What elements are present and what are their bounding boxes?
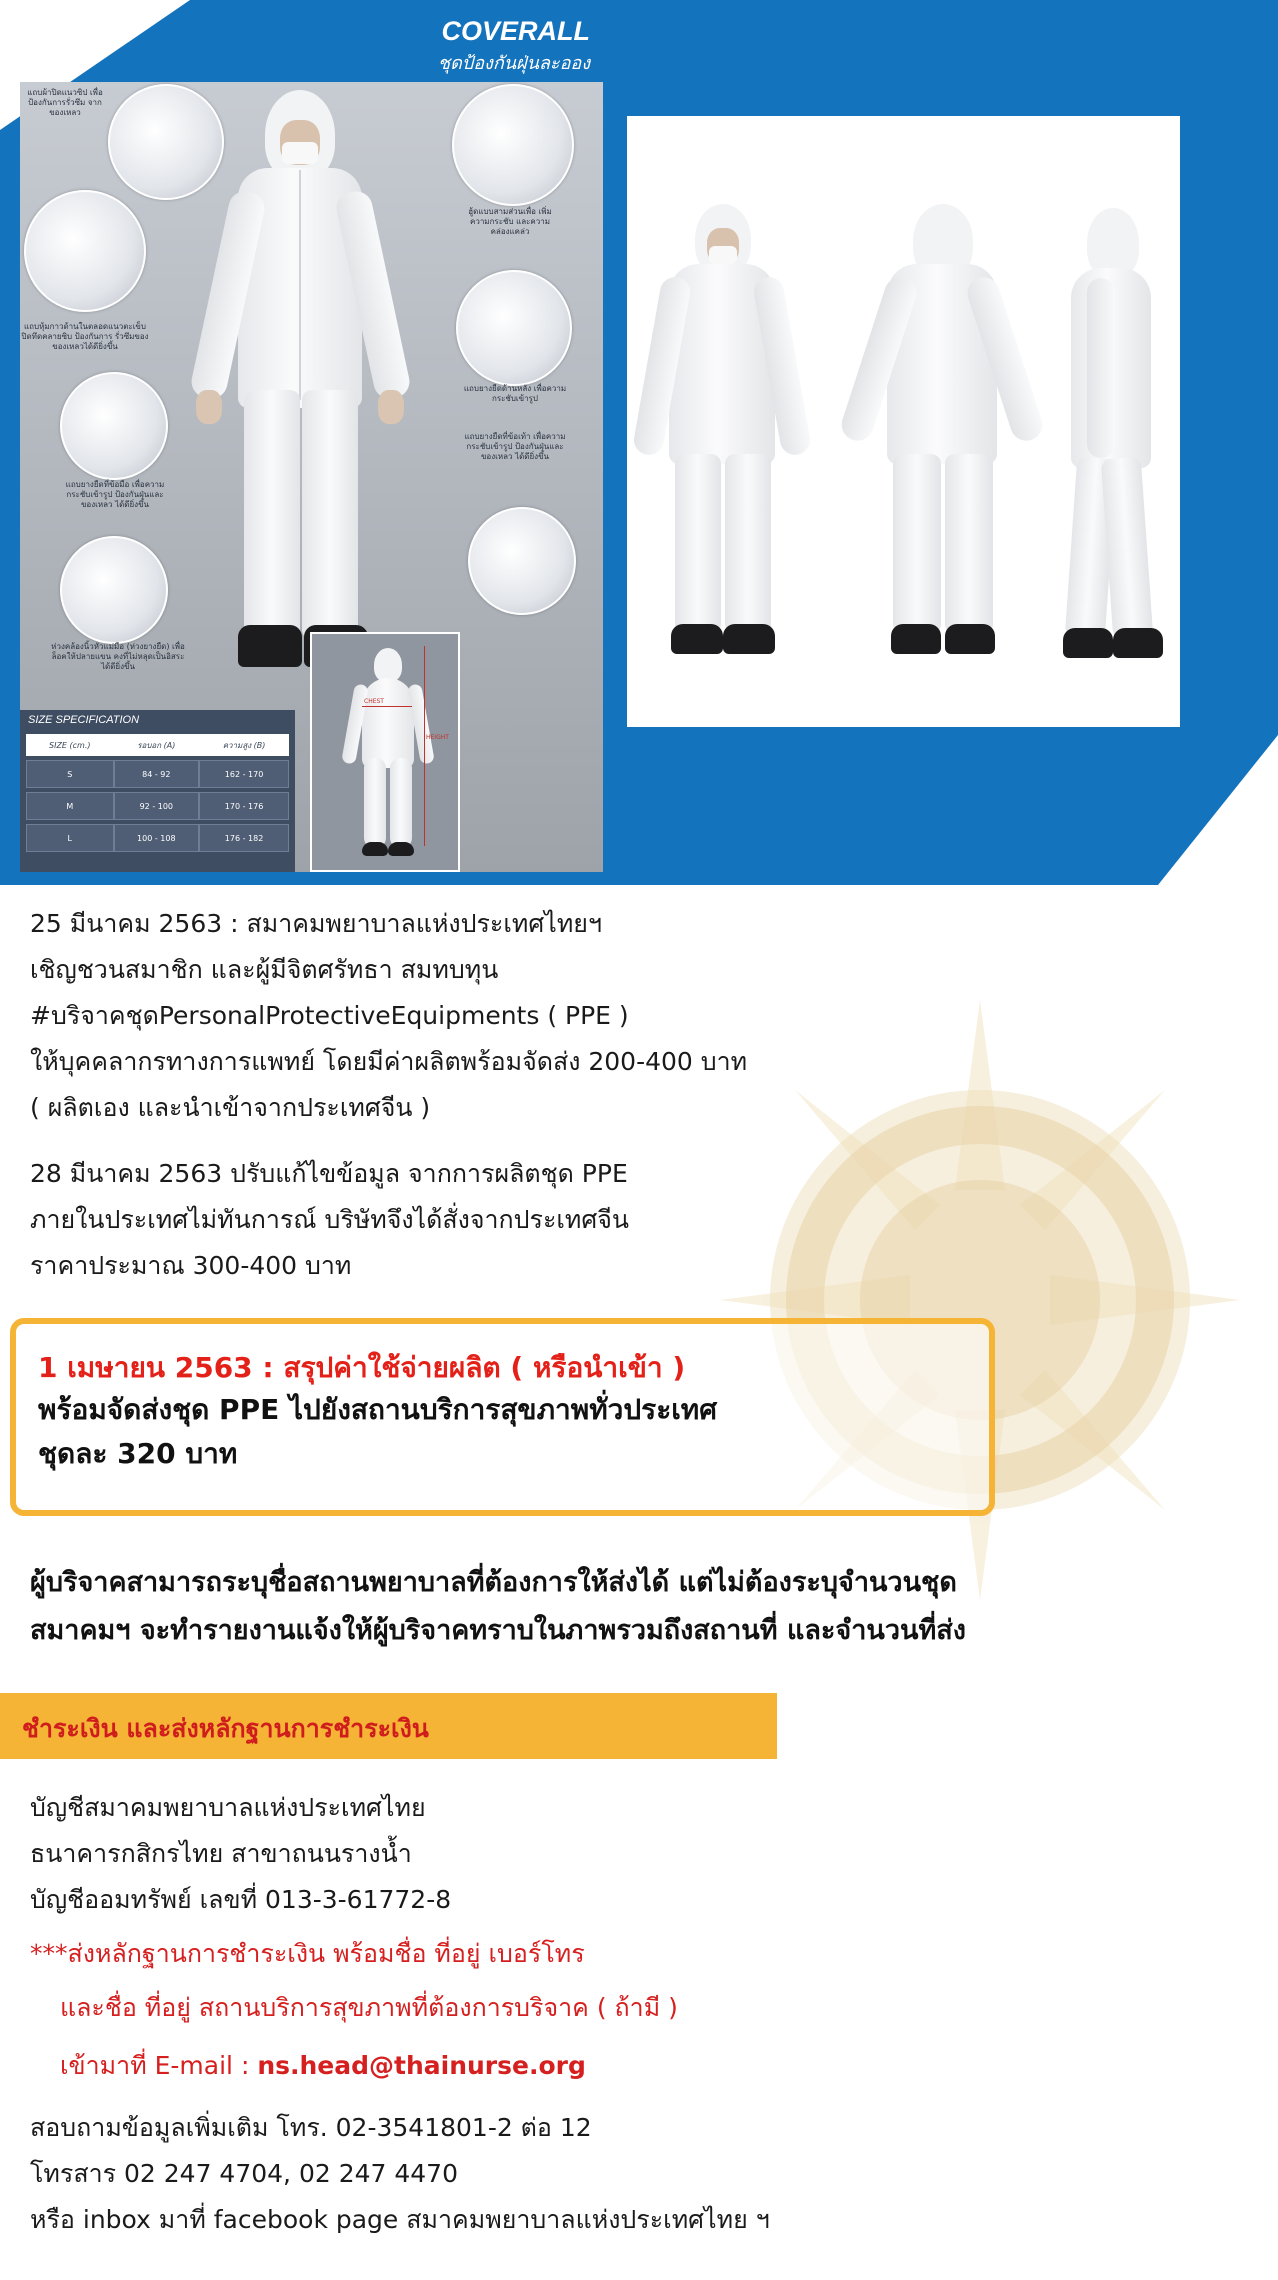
chest-cell: 84 - 92	[114, 760, 200, 788]
banner-corner-right	[1158, 735, 1278, 885]
email-line	[60, 2050, 586, 2082]
chest-cell: 92 - 100	[114, 792, 200, 820]
announcement-1-line: ( ผลิตเอง และนำเข้าจากประเทศจีน )	[30, 1093, 431, 1122]
summary-date-line: 1 เมษายน 2563 : สรุปค่าใช้จ่ายผลิต ( หรือนำเข้า )	[38, 1351, 686, 1384]
height-measure-line	[424, 646, 425, 846]
back-elastic-callout-text: แถบยางยืดด้านหลัง เพื่อความกระชับเข้ารูป	[463, 384, 567, 403]
summary-delivery-line: พร้อมจัดส่งชุด PPE ไปยังสถานบริการสุขภาพทั่วประเทศ	[38, 1393, 718, 1426]
height-cell: 162 - 170	[199, 760, 289, 788]
donor-note-line: ผู้บริจาคสามารถระบุชื่อสถานพยาบาลที่ต้องการให้ส่งได้ แต่ไม่ต้องระบุจำนวนชุด	[30, 1567, 957, 1598]
table-row	[26, 760, 289, 788]
announcement-1-line: #บริจาคชุดPersonalProtectiveEquipments ( PPE )	[30, 1001, 629, 1030]
bank-account-line: ธนาคารกสิกรไทย สาขาถนนรางน้ำ	[30, 1839, 412, 1868]
table-row	[26, 792, 289, 820]
contact-line: หรือ inbox มาที่ facebook page สมาคมพยาบาลแห่งประเทศไทย ฯ	[30, 2205, 770, 2234]
zipper-flap-callout-text: แถบผ้าปิดแนวซิป เพื่อป้องกันการรั่วซึม จากของเหลว	[27, 88, 103, 117]
announcement-1-line: เชิญชวนสมาชิก และผู้มีจิตศรัทธา สมทบทุน	[30, 955, 499, 984]
size-cell: L	[26, 824, 114, 852]
ankle-elastic-callout-image	[468, 507, 576, 615]
size-measure-photo	[310, 632, 460, 872]
proof-instruction-line: และชื่อ ที่อยู่ สถานบริการสุขภาพที่ต้องการบริจาค ( ถ้ามี )	[60, 1993, 678, 2022]
chest-col-header: รอบอก (A)	[114, 734, 200, 756]
donor-note-line: สมาคมฯ จะทำรายงานแจ้งให้ผู้บริจาคทราบในภาพรวมถึงสถานที่ และจำนวนที่ส่ง	[30, 1615, 966, 1646]
size-specification	[20, 710, 295, 872]
coverall-side-view	[1057, 208, 1167, 668]
bank-account-line: บัญชีสมาคมพยาบาลแห่งประเทศไทย	[30, 1793, 426, 1822]
height-col-header: ความสูง (B)	[199, 734, 289, 756]
contact-line: สอบถามข้อมูลเพิ่มเติม โทร. 02-3541801-2 ต่อ 12	[30, 2113, 592, 2142]
product-spec-sheet	[20, 82, 603, 872]
coverall-front-view	[647, 204, 797, 664]
coverall-front-figure	[210, 90, 390, 690]
product-banner	[0, 0, 1278, 885]
size-cell: M	[26, 792, 114, 820]
payment-heading-bar	[0, 1693, 777, 1759]
email-label: เข้ามาที่ E-mail :	[60, 2051, 258, 2080]
back-elastic-callout-image	[456, 270, 572, 386]
size-table-header-row	[26, 734, 289, 756]
height-measure-label: HEIGHT	[426, 734, 449, 741]
height-cell: 170 - 176	[199, 792, 289, 820]
announcement-2-line: 28 มีนาคม 2563 ปรับแก้ไขข้อมูล จากการผลิตชุด PPE	[30, 1159, 628, 1188]
bank-account-line: บัญชีออมทรัพย์ เลขที่ 013-3-61772-8	[30, 1885, 452, 1914]
banner-title: COVERALL	[441, 16, 590, 46]
ankle-elastic-callout-text: แถบยางยืดที่ข้อเท้า เพื่อความกระชับเข้ารูป ป้องกันฝุ่นและของเหลว ได้ดียิ่งขึ้น	[464, 432, 566, 461]
thumb-loop-callout-text: ห่วงคล้องนิ้วหัวแม่มือ (ห่วงยางยืด) เพื่อล็อคให้ปลายแขน คงที่ไม่หลุดเป็นอิสระได้ดียิ่งขึ้น	[51, 642, 185, 671]
wrist-elastic-callout-image	[60, 372, 168, 480]
chest-measure-label: CHEST	[364, 698, 384, 705]
table-row	[26, 824, 289, 852]
payment-heading: ชำระเงิน และส่งหลักฐานการชำระเงิน	[22, 1714, 429, 1743]
hood-callout-image	[452, 84, 574, 206]
size-spec-table	[26, 730, 289, 856]
seam-tape-callout-image	[24, 190, 146, 312]
size-col-header: SIZE (cm.)	[26, 734, 114, 756]
height-cell: 176 - 182	[199, 824, 289, 852]
announcement-2-line: ราคาประมาณ 300-400 บาท	[30, 1251, 352, 1280]
announcement-1-line: ให้บุคคลากรทางการแพทย์ โดยมีค่าผลิตพร้อมจัดส่ง 200-400 บาท	[30, 1047, 748, 1076]
zipper-flap-callout-image	[108, 84, 224, 200]
size-cell: S	[26, 760, 114, 788]
size-spec-title: SIZE SPECIFICATION	[28, 714, 140, 726]
coverall-three-view-photo	[627, 116, 1180, 727]
email-link[interactable]: ns.head@thainurse.org	[257, 2051, 586, 2080]
announcement-2-line: ภายในประเทศไม่ทันการณ์ บริษัทจึงได้สั่งจากประเทศจีน	[30, 1205, 630, 1234]
hood-callout-text: ฮู้ดแบบสามส่วนเพื่อ เพิ่มความกระชับ และความคล่องแคล่ว	[468, 207, 552, 236]
coverall-back-view	[867, 204, 1017, 664]
thumb-loop-callout-image	[60, 536, 168, 644]
seam-tape-callout-text: แถบหุ้มกาวด้านในตลอดแนวตะเข็บ ปิดทึดคลายซิบ ป้องกันการ รั่วซึมของของเหลวได้ดียิ่งขึ้น	[21, 322, 149, 351]
chest-cell: 100 - 108	[114, 824, 200, 852]
proof-instruction-line: ***ส่งหลักฐานการชำระเงิน พร้อมชื่อ ที่อยู่ เบอร์โทร	[30, 1939, 585, 1968]
contact-line: โทรสาร 02 247 4704, 02 247 4470	[30, 2159, 458, 2188]
chest-measure-line	[362, 706, 412, 707]
banner-subtitle: ชุดป้องกันฝุ่นละออง	[437, 53, 590, 73]
wrist-elastic-callout-text: แถบยางยืดที่ข้อมือ เพื่อความกระชับเข้ารูป ป้องกันฝุ่นและของเหลว ได้ดียิ่งขึ้น	[65, 480, 165, 509]
announcement-1-line: 25 มีนาคม 2563 : สมาคมพยาบาลแห่งประเทศไทยฯ	[30, 909, 602, 938]
summary-price-line: ชุดละ 320 บาท	[38, 1437, 238, 1470]
price-summary-box	[10, 1318, 995, 1516]
